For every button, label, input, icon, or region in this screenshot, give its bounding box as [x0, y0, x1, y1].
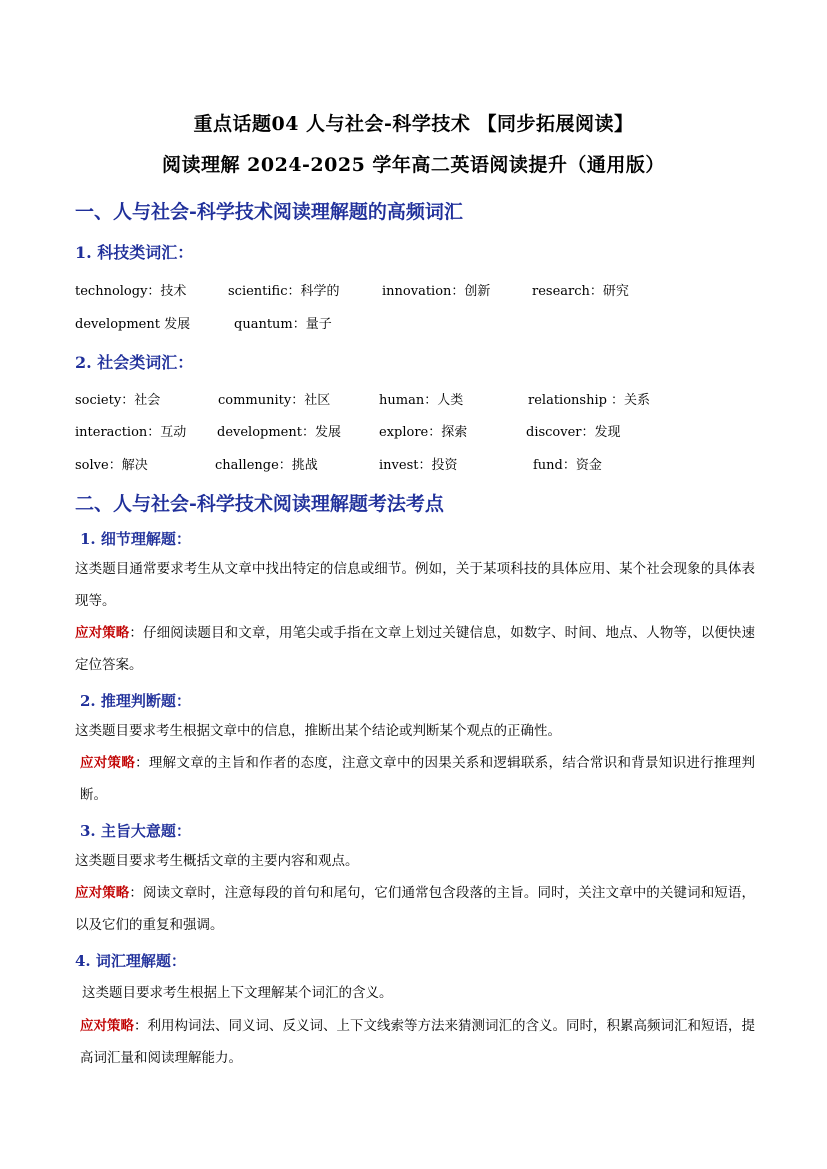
strategy-label: 应对策略: [80, 755, 136, 771]
vocab-row: [0, 389, 827, 409]
section-heading-vocabulary: 一、人与社会-科学技术阅读理解题的高频词汇: [75, 201, 463, 223]
vocab-item: human：人类: [379, 393, 464, 408]
vocab-item: technology：技术: [75, 284, 187, 299]
vocab-item: scientific：科学的: [228, 284, 340, 299]
question-type-heading: 3. 主旨大意题：: [80, 822, 191, 840]
strategy-text: ：理解文章的主旨和作者的态度，注意文章中的因果关系和逻辑联系，结合常识和背景知识进行推理判断。: [80, 755, 755, 803]
strategy-text: ：利用构词法、同义词、反义词、上下文线索等方法来猜测词汇的含义。同时，积累高频词汇和短语，提高词汇量和阅读理解能力。: [80, 1018, 755, 1066]
vocab-item: discover：发现: [526, 425, 621, 440]
vocab-item: quantum：量子: [234, 317, 332, 332]
question-type-description: 这类题目要求考生根据上下文理解某个词汇的含义。: [82, 985, 393, 1001]
strategy-paragraph: [80, 747, 755, 811]
question-type-description: 这类题目要求考生根据文章中的信息，推断出某个结论或判断某个观点的正确性。: [75, 723, 561, 739]
strategy-paragraph: [75, 617, 755, 681]
strategy-label: 应对策略: [75, 885, 130, 901]
strategy-paragraph: [80, 1010, 755, 1074]
vocab-item: research：研究: [532, 284, 629, 299]
document-title: 重点话题04 人与社会-科学技术 【同步拓展阅读】: [193, 113, 634, 135]
subheading-social-vocab: 2. 社会类词汇：: [75, 353, 194, 372]
vocab-item: explore：探索: [379, 425, 468, 440]
vocab-item: development：发展: [217, 425, 341, 440]
strategy-text: ：仔细阅读题目和文章，用笔尖或手指在文章上划过关键信息，如数字、时间、地点、人物等，以便快速定位答案。: [75, 625, 756, 673]
vocab-item: invest：投资: [379, 458, 458, 473]
vocab-row: [0, 454, 827, 474]
strategy-label: 应对策略: [75, 625, 130, 641]
vocab-row: [0, 313, 827, 333]
vocab-item: community：社区: [218, 393, 331, 408]
strategy-text: ：阅读文章时，注意每段的首句和尾句，它们通常包含段落的主旨。同时，关注文章中的关键词和短语，以及它们的重复和强调。: [75, 885, 756, 933]
question-type-heading: 2. 推理判断题：: [80, 692, 191, 710]
vocab-item: solve：解决: [75, 458, 148, 473]
question-type-heading: 1. 细节理解题：: [80, 530, 191, 548]
vocab-item: innovation：创新: [382, 284, 491, 299]
document-subtitle: 阅读理解 2024-2025 学年高二英语阅读提升（通用版）: [162, 154, 665, 176]
vocab-row: [0, 421, 827, 441]
vocab-item: relationship ：关系: [528, 393, 651, 408]
vocab-item: society：社会: [75, 393, 161, 408]
subheading-tech-vocab: 1. 科技类词汇：: [75, 243, 194, 262]
strategy-paragraph: [75, 877, 755, 941]
vocab-item: fund：资金: [533, 458, 602, 473]
vocab-row: [0, 280, 827, 300]
question-type-heading: 4. 词汇理解题：: [75, 952, 186, 970]
strategy-label: 应对策略: [80, 1018, 134, 1034]
vocab-item: challenge：挑战: [215, 458, 318, 473]
vocab-item: development 发展: [75, 317, 191, 332]
question-type-description: 这类题目通常要求考生从文章中找出特定的信息或细节。例如，关于某项科技的具体应用、某个社会现象的具体表现等。: [75, 561, 755, 609]
question-type-description: 这类题目要求考生概括文章的主要内容和观点。: [75, 853, 359, 869]
section-heading-question-types: 二、人与社会-科学技术阅读理解题考法考点: [75, 493, 444, 515]
vocab-item: interaction：互动: [75, 425, 187, 440]
